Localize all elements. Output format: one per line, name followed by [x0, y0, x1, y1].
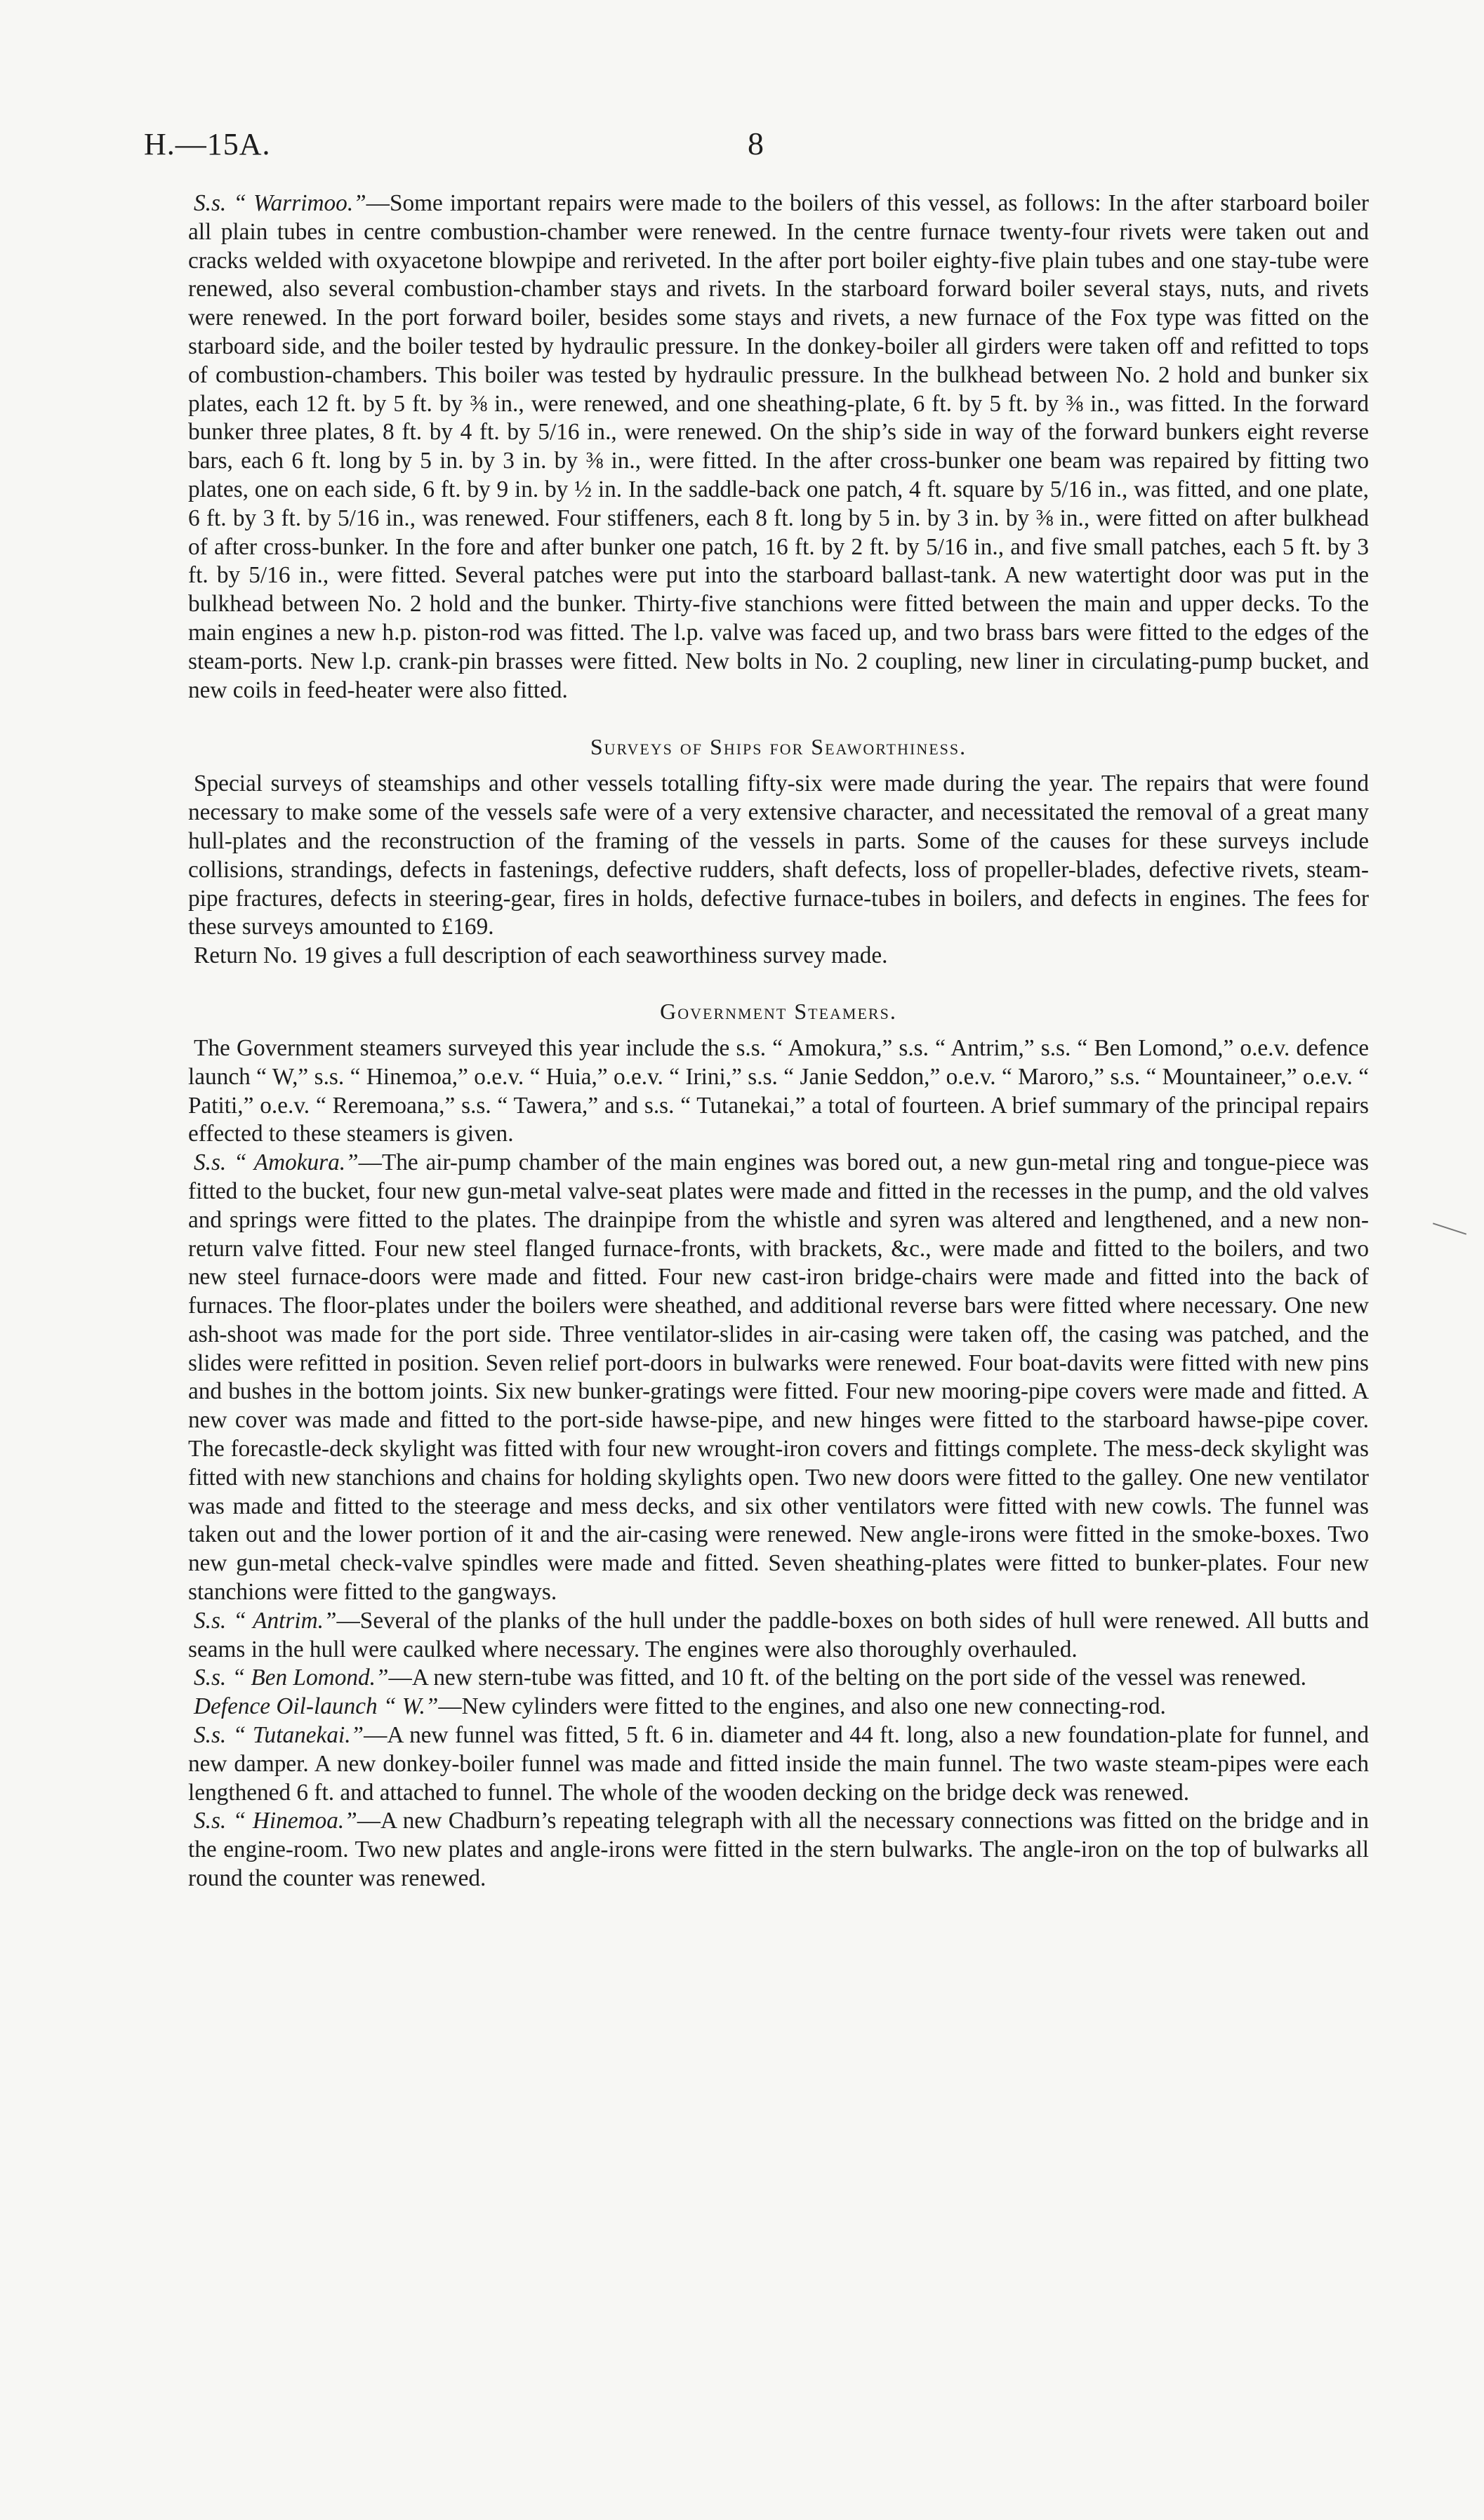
- warrimoo-text: —Some important repairs were made to the boilers of this vessel, as follows: In the after starboard boiler all plain tubes in centre combustion-chamber were renewed. In the centre furnace twenty-four rivets were taken out and cracks welded with oxyacetone blowpipe and reriveted. In the after port boiler eighty-five plain tubes and one stay-tube were renewed, also several combustion-chamber stays and rivets. In the starboard forward boiler several stays, nuts, and rivets were renewed. In the port forward boiler, besides some stays and rivets, a new furnace of the Fox type was fitted on the starboard side, and the boiler tested by hydraulic pressure. In the donkey-boiler all girders were taken off and refitted to tops of combustion-chambers. This boiler was tested by hydraulic pressure. In the bulkhead between No. 2 hold and bunker six plates, each 12 ft. by 5 ft. by ⅜ in., were renewed, and one sheathing-plate, 6 ft. by 5 ft. by ⅜ in., was fitted. In the forward bunker three plates, 8 ft. by 4 ft. by 5/16 in., were renewed. On the ship’s side in way of the forward bunkers eight reverse bars, each 6 ft. long by 5 in. by 3 in. by ⅜ in., were fitted. In the after cross-bunker one beam was repaired by fitting two plates, one on each side, 6 ft. by 9 in. by ½ in. In the saddle-back one patch, 4 ft. square by 5/16 in., was fitted, and one plate, 6 ft. by 3 ft. by 5/16 in., was renewed. Four stiffeners, each 8 ft. long by 5 in. by 3 in. by ⅜ in., were fitted on after bulkhead of after cross-bunker. In the fore and after bunker one patch, 16 ft. by 2 ft. by 5/16 in., and five small patches, each 5 ft. by 3 ft. by 5/16 in., were fitted. Several patches were put into the starboard ballast-tank. A new watertight door was put in the bulkhead between No. 2 hold and the bunker. Thirty-five stanchions were fitted between the main and upper decks. To the main engines a new h.p. piston-rod was fitted. The l.p. valve was faced up, and two brass bars were fitted to the edges of the steam-ports. New l.p. crank-pin brasses were fitted. New bolts in No. 2 coupling, new liner in circulating-pump bucket, and new coils in feed-heater were also fitted.: [188, 190, 1369, 703]
- government-intro-paragraph: The Government steamers surveyed this year include the s.s. “ Amokura,” s.s. “ Antrim,” s.s. “ Ben Lomond,” o.e.v. defence launch “ W,” s.s. “ Hinemoa,” o.e.v. “ Huia,” o.e.v. “ Irini,” s.s. “ Janie Seddon,” o.e.v. “ Maroro,” s.s. “ Mountaineer,” o.e.v. “ Patiti,” o.e.v. “ Reremoana,” s.s. “ Tawera,” and s.s. “ Tutanekai,” a total of fourteen. A brief summary of the principal repairs effected to these steamers is given.: [188, 1034, 1369, 1147]
- surveys-paragraph: Special surveys of steamships and other vessels totalling fifty-six were made during the year. The repairs that were found necessary to make some of the vessels safe were of a very extensive character, and necessitated the removal of a great many hull-plates and the reconstruction of the framing of the vessels in parts. Some of the causes for these surveys include collisions, strandings, defects in fastenings, defective rudders, shaft defects, loss of propeller-blades, defective rivets, steam-pipe fractures, defects in steering-gear, fires in holds, defective furnace-tubes in boilers, and defects in engines. The fees for these surveys amounted to £169.: [188, 771, 1369, 940]
- amokura-vessel-name: S.s. “ Amokura.”: [194, 1149, 359, 1176]
- hinemoa-vessel-name: S.s. “ Hinemoa.”: [194, 1808, 357, 1834]
- antrim-paragraph: [188, 1607, 1369, 1665]
- amokura-paragraph: [188, 1149, 1369, 1607]
- defence-launch-vessel-name: Defence Oil-launch “ W.”: [194, 1693, 439, 1720]
- document-reference: H.—15A.: [144, 127, 271, 161]
- page-number: 8: [748, 126, 764, 161]
- hinemoa-text: —A new Chadburn’s repeating telegraph with all the necessary connections was fitted on the bridge and in the engine-room. Two new plates and angle-irons were fitted in the stern bulwarks. The angle-iron on the top of bulwarks all round the counter was renewed.: [188, 1808, 1369, 1892]
- page-header: [144, 119, 1400, 175]
- warrimoo-paragraph: [188, 189, 1369, 705]
- warrimoo-vessel-name: S.s. “ Warrimoo.”: [194, 190, 366, 216]
- defence-launch-text: —New cylinders were fitted to the engines, and also one new connecting-rod.: [438, 1693, 1166, 1720]
- tutanekai-text: —A new funnel was fitted, 5 ft. 6 in. diameter and 44 ft. long, also a new foundation-plate for funnel, and new damper. A new donkey-boiler funnel was made and fitted inside the main funnel. The two waste steam-pipes were each lengthened 6 ft. and attached to funnel. The whole of the wooden decking on the bridge deck was renewed.: [188, 1722, 1369, 1806]
- tutanekai-paragraph: [188, 1721, 1369, 1807]
- tutanekai-vessel-name: S.s. “ Tutanekai.”: [194, 1722, 364, 1749]
- surveys-heading: Surveys of Ships for Seaworthiness.: [590, 734, 967, 760]
- government-steamers-heading: Government Steamers.: [660, 998, 897, 1024]
- margin-pen-mark: [1433, 1222, 1466, 1234]
- amokura-text: —The air-pump chamber of the main engines was bored out, a new gun-metal ring and tongue-piece was fitted to the bucket, four new gun-metal valve-seat plates were made and fitted in the recesses in the pump, and the old valves and springs were fitted to the plates. The drainpipe from the whistle and syren was altered and lengthened, and a new non-return valve fitted. Four new steel flanged furnace-fronts, with brackets, &c., were made and fitted to the boilers, and two new steel furnace-doors were made and fitted. Four new cast-iron bridge-chairs were made and fitted into the back of furnaces. The floor-plates under the boilers were sheathed, and additional reverse bars were fitted where necessary. One new ash-shoot was made for the port side. Three ventilator-slides in air-casing were taken off, the casing was patched, and the slides were refitted in position. Seven relief port-doors in bulwarks were renewed. Four boat-davits were fitted with new pins and bushes in the bottom joints. Six new bunker-gratings were fitted. Four new mooring-pipe covers were made and fitted. A new cover was made and fitted to the port-side hawse-pipe, and new hinges were fitted to the starboard hawse-pipe cover. The forecastle-deck skylight was fitted with four new wrought-iron covers and fittings complete. The mess-deck skylight was fitted with new stanchions and chains for holding skylights open. Two new doors were fitted to the galley. One new ventilator was made and fitted to the steerage and mess decks, and six other ventilators were fitted with new cowls. The funnel was taken out and the lower portion of it and the air-casing were renewed. New angle-irons were fitted in the smoke-boxes. Two new gun-metal check-valve spindles were made and fitted. Seven sheathing-plates were fitted to bunker-plates. Four new stanchions were fitted to the gangways.: [188, 1149, 1369, 1606]
- antrim-text: —Several of the planks of the hull under the paddle-boxes on both sides of hull were renewed. All butts and seams in the hull were caulked where necessary. The engines were also thoroughly overhauled.: [188, 1607, 1370, 1662]
- ben-lomond-text: —A new stern-tube was fitted, and 10 ft. of the belting on the port side of the vessel was renewed.: [388, 1665, 1307, 1691]
- page-body: [188, 189, 1369, 1893]
- hinemoa-paragraph: [188, 1807, 1369, 1893]
- defence-launch-paragraph: [188, 1693, 1369, 1721]
- antrim-vessel-name: S.s. “ Antrim.”: [194, 1607, 337, 1634]
- ben-lomond-paragraph: [188, 1664, 1369, 1693]
- return-paragraph: Return No. 19 gives a full description of each seaworthiness survey made.: [194, 942, 888, 969]
- ben-lomond-vessel-name: S.s. “ Ben Lomond.”: [194, 1665, 389, 1691]
